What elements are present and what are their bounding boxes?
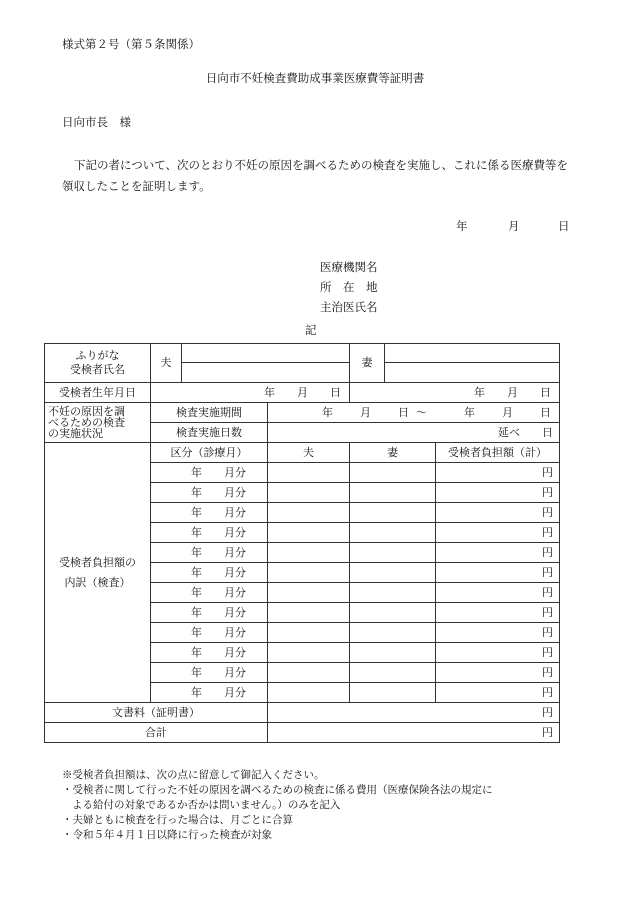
header-total: 受検者負担額（計） xyxy=(436,443,560,463)
document-fee-field[interactable]: 円 xyxy=(268,703,560,723)
husband-amount-field[interactable] xyxy=(268,523,350,543)
total-amount-field[interactable]: 円 xyxy=(436,543,560,563)
total-field[interactable]: 円 xyxy=(268,723,560,743)
total-amount-field[interactable]: 円 xyxy=(436,603,560,623)
breakdown-label-cell xyxy=(45,443,151,703)
wife-amount-field[interactable] xyxy=(350,583,436,603)
month-label: 年 月分 xyxy=(151,463,268,483)
date-day: 日 xyxy=(558,219,570,233)
name-row xyxy=(45,344,560,383)
status-label-line3: の実施状況 xyxy=(48,427,103,440)
period-start-month: 月 xyxy=(360,405,371,419)
note-1: ※受検者負担額は、次の点に留意して御記入ください。 xyxy=(62,769,325,781)
period-start-year: 年 xyxy=(322,405,333,419)
institution-name-label: 医療機関名 xyxy=(320,260,378,274)
husband-name-field[interactable] xyxy=(182,363,349,382)
husband-amount-field[interactable] xyxy=(268,683,350,703)
period-field[interactable] xyxy=(268,406,559,420)
certificate-table xyxy=(44,343,560,743)
period-end-month: 月 xyxy=(502,405,513,419)
total-amount-field[interactable]: 円 xyxy=(436,683,560,703)
period-start-day: 日 xyxy=(398,405,409,419)
header-category: 区分（診療月） xyxy=(151,443,268,463)
month-label: 年 月分 xyxy=(151,623,268,643)
furigana-label: ふりがな xyxy=(75,349,120,362)
note-3: ・夫婦ともに検査を行った場合は、月ごとに合算 xyxy=(62,814,293,826)
header-wife: 妻 xyxy=(350,443,436,463)
husband-amount-field[interactable] xyxy=(268,663,350,683)
period-end-day: 日 xyxy=(540,405,551,419)
wife-amount-field[interactable] xyxy=(350,543,436,563)
days-label: 検査実施日数 xyxy=(151,423,268,443)
husband-amount-field[interactable] xyxy=(268,643,350,663)
month-label: 年 月分 xyxy=(151,523,268,543)
husband-label: 夫 xyxy=(151,344,182,382)
examinee-name-label: 受検者氏名 xyxy=(70,363,125,376)
wife-furigana-field[interactable] xyxy=(385,344,559,363)
document-title: 日向市不妊検査費助成事業医療費等証明書 xyxy=(205,71,425,85)
addressee: 日向市長 様 xyxy=(62,115,131,129)
husband-amount-field[interactable] xyxy=(268,543,350,563)
period-row xyxy=(45,403,560,423)
wife-label: 妻 xyxy=(350,344,385,382)
days-field[interactable]: 延べ 日 xyxy=(268,423,560,443)
institution-address-label: 所 在 地 xyxy=(320,280,378,294)
wife-amount-field[interactable] xyxy=(350,683,436,703)
wife-amount-field[interactable] xyxy=(350,563,436,583)
wife-amount-field[interactable] xyxy=(350,523,436,543)
husband-amount-field[interactable] xyxy=(268,463,350,483)
husband-birth-day: 日 xyxy=(330,385,341,399)
husband-amount-field[interactable] xyxy=(268,623,350,643)
total-amount-field[interactable]: 円 xyxy=(436,503,560,523)
wife-birth-day: 日 xyxy=(540,385,551,399)
notes xyxy=(62,768,493,843)
birthdate-row xyxy=(45,383,560,403)
husband-amount-field[interactable] xyxy=(268,483,350,503)
period-label: 検査実施期間 xyxy=(151,403,268,423)
wife-birth-year: 年 xyxy=(474,385,485,399)
note-2a: ・受検者に関して行った不妊の原因を調べるための検査に係る費用（医療保険各法の規定に xyxy=(62,784,493,796)
wife-name-field[interactable] xyxy=(385,363,559,382)
husband-furigana-field[interactable] xyxy=(182,344,349,363)
certification-text: 下記の者について、次のとおり不妊の原因を調べるための検査を実施し、これに係る医療費等を領収したことを証明します。 xyxy=(62,158,569,193)
header-husband: 夫 xyxy=(268,443,350,463)
status-label-line2: べるための検査 xyxy=(48,416,125,429)
month-label: 年 月分 xyxy=(151,603,268,623)
date-month: 月 xyxy=(508,219,520,233)
form-number: 様式第２号（第５条関係） xyxy=(62,37,200,51)
month-label: 年 月分 xyxy=(151,503,268,523)
husband-amount-field[interactable] xyxy=(268,583,350,603)
total-amount-field[interactable]: 円 xyxy=(436,563,560,583)
month-label: 年 月分 xyxy=(151,683,268,703)
date-year: 年 xyxy=(456,219,468,233)
document-fee-label: 文書料（証明書） xyxy=(45,703,268,723)
breakdown-label-line2: 内訳（検査） xyxy=(64,575,131,589)
note-2b: よる給付の対象であるか否かは問いません。）のみを記入 xyxy=(72,799,341,811)
month-label: 年 月分 xyxy=(151,583,268,603)
total-amount-field[interactable]: 円 xyxy=(436,643,560,663)
status-label-cell xyxy=(45,403,151,443)
month-label: 年 月分 xyxy=(151,643,268,663)
month-label: 年 月分 xyxy=(151,543,268,563)
total-amount-field[interactable]: 円 xyxy=(436,523,560,543)
month-label: 年 月分 xyxy=(151,563,268,583)
wife-birthdate-field[interactable] xyxy=(350,386,559,400)
wife-amount-field[interactable] xyxy=(350,503,436,523)
wife-amount-field[interactable] xyxy=(350,623,436,643)
total-amount-field[interactable]: 円 xyxy=(436,663,560,683)
wife-amount-field[interactable] xyxy=(350,663,436,683)
birthdate-label: 受検者生年月日 xyxy=(45,383,151,403)
month-label: 年 月分 xyxy=(151,483,268,503)
total-amount-field[interactable]: 円 xyxy=(436,583,560,603)
wife-amount-field[interactable] xyxy=(350,483,436,503)
note-4: ・令和５年４月１日以降に行った検査が対象 xyxy=(62,829,272,841)
total-amount-field[interactable]: 円 xyxy=(436,463,560,483)
document-fee-row xyxy=(45,703,560,723)
breakdown-header-row xyxy=(45,443,560,463)
month-label: 年 月分 xyxy=(151,663,268,683)
wife-amount-field[interactable] xyxy=(350,463,436,483)
total-amount-field[interactable]: 円 xyxy=(436,623,560,643)
period-tilde: ～ xyxy=(416,405,427,419)
period-end-year: 年 xyxy=(464,405,475,419)
husband-birth-year: 年 xyxy=(264,385,275,399)
ki-marker: 記 xyxy=(305,323,317,337)
name-label-cell xyxy=(45,344,151,383)
total-label: 合計 xyxy=(45,723,268,743)
husband-amount-field[interactable] xyxy=(268,603,350,623)
husband-amount-field[interactable] xyxy=(268,563,350,583)
total-row xyxy=(45,723,560,743)
wife-amount-field[interactable] xyxy=(350,643,436,663)
status-label-line1: 不妊の原因を調 xyxy=(48,405,125,418)
total-amount-field[interactable]: 円 xyxy=(436,483,560,503)
husband-birth-month: 月 xyxy=(297,385,308,399)
husband-amount-field[interactable] xyxy=(268,503,350,523)
wife-birth-month: 月 xyxy=(507,385,518,399)
breakdown-label-line1: 受検者負担額の xyxy=(59,555,136,569)
husband-birthdate-field[interactable] xyxy=(151,386,349,400)
wife-amount-field[interactable] xyxy=(350,603,436,623)
doctor-name-label: 主治医氏名 xyxy=(320,300,378,314)
